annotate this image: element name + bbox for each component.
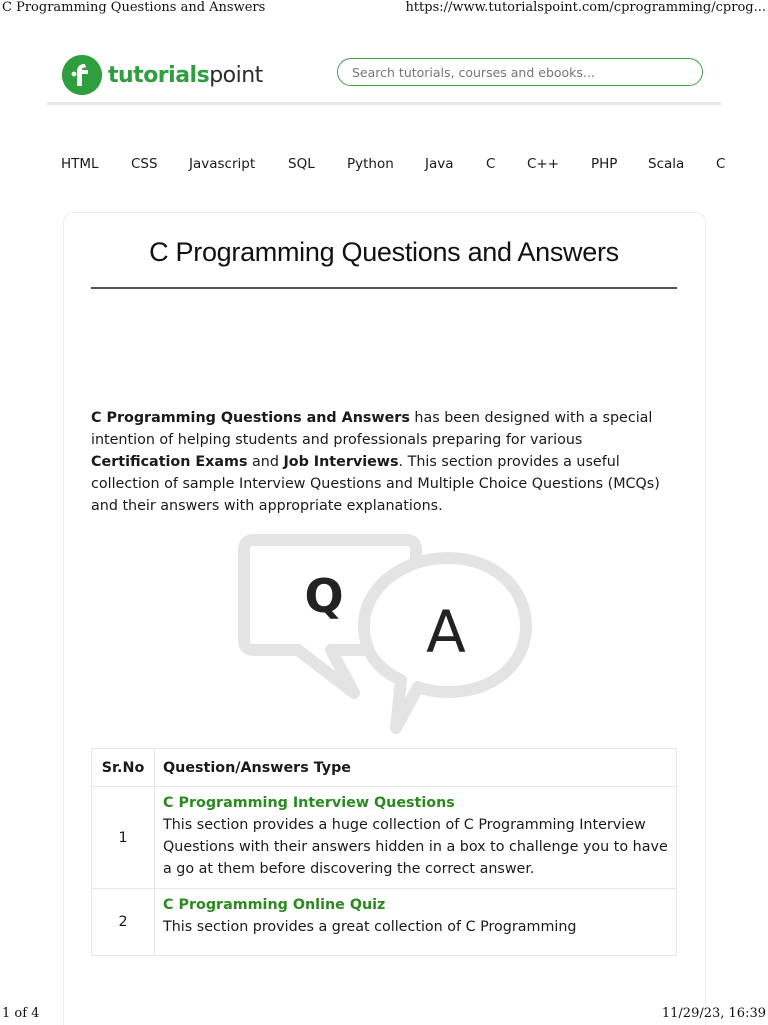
row-number: 1 (92, 787, 155, 889)
intro-bold-2: Certification Exams (91, 454, 248, 470)
nav-item-python[interactable]: Python (347, 156, 394, 172)
q-letter: Q (304, 569, 344, 623)
title-divider (91, 287, 677, 289)
print-page-url: https://www.tutorialspoint.com/cprogramming/cprog... (405, 0, 766, 15)
logo-wordmark-bold: tutorials (108, 62, 210, 88)
logo-wordmark-light: point (209, 62, 263, 88)
print-header (0, 0, 768, 18)
nav-item-css[interactable]: CSS (131, 156, 158, 172)
intro-bold-3: Job Interviews (283, 454, 399, 470)
search-input[interactable] (337, 58, 703, 86)
nav-item-php[interactable]: PHP (591, 156, 618, 172)
intro-bold-1: C Programming Questions and Answers (91, 410, 410, 426)
topic-nav (47, 150, 726, 178)
nav-item-more[interactable]: C (716, 156, 726, 172)
print-page-number: 1 of 4 (2, 1006, 40, 1021)
header-type: Question/Answers Type (155, 749, 677, 787)
intro-text-1: has been designed with a special intention of helping students and professionals preparing for various (91, 410, 653, 448)
table-row (92, 889, 677, 956)
questions-table (91, 748, 677, 956)
table-row (92, 787, 677, 889)
qa-illustration (236, 530, 532, 735)
row-number: 2 (92, 889, 155, 956)
nav-item-sql[interactable]: SQL (288, 156, 315, 172)
table-header-row (92, 749, 677, 787)
print-datetime: 11/29/23, 16:39 (661, 1006, 766, 1021)
nav-item-cpp[interactable]: C++ (527, 156, 560, 172)
print-page-title: C Programming Questions and Answers (2, 0, 266, 15)
interview-questions-link[interactable]: C Programming Interview Questions (163, 795, 455, 811)
intro-text-2: and (247, 454, 284, 470)
row-description: This section provides a great collection of C Programming (163, 919, 577, 935)
site-header (47, 47, 721, 105)
page-title: C Programming Questions and Answers (149, 237, 619, 267)
tutorialspoint-logo-icon (62, 55, 102, 95)
nav-item-javascript[interactable]: Javascript (189, 156, 256, 172)
online-quiz-link[interactable]: C Programming Online Quiz (163, 897, 386, 913)
header-srno: Sr.No (92, 749, 155, 787)
print-footer (0, 1006, 768, 1024)
nav-item-java[interactable]: Java (425, 156, 454, 172)
row-content (155, 889, 677, 956)
nav-item-scala[interactable]: Scala (648, 156, 685, 172)
row-content (155, 787, 677, 889)
nav-item-html[interactable]: HTML (61, 156, 99, 172)
nav-item-c[interactable]: C (486, 156, 496, 172)
site-logo[interactable] (62, 55, 263, 95)
logo-wordmark (108, 63, 263, 88)
a-letter: A (426, 598, 466, 666)
intro-paragraph (91, 407, 681, 517)
intro-text-3: . This section provides a useful collection of sample Interview Questions and Multiple Choice Questions (MCQs) and their answers with appropriate explanations. (91, 454, 660, 514)
row-description: This section provides a huge collection of C Programming Interview Questions with their answers hidden in a box to challenge you to have a go at them before discovering the correct answer. (163, 817, 668, 877)
